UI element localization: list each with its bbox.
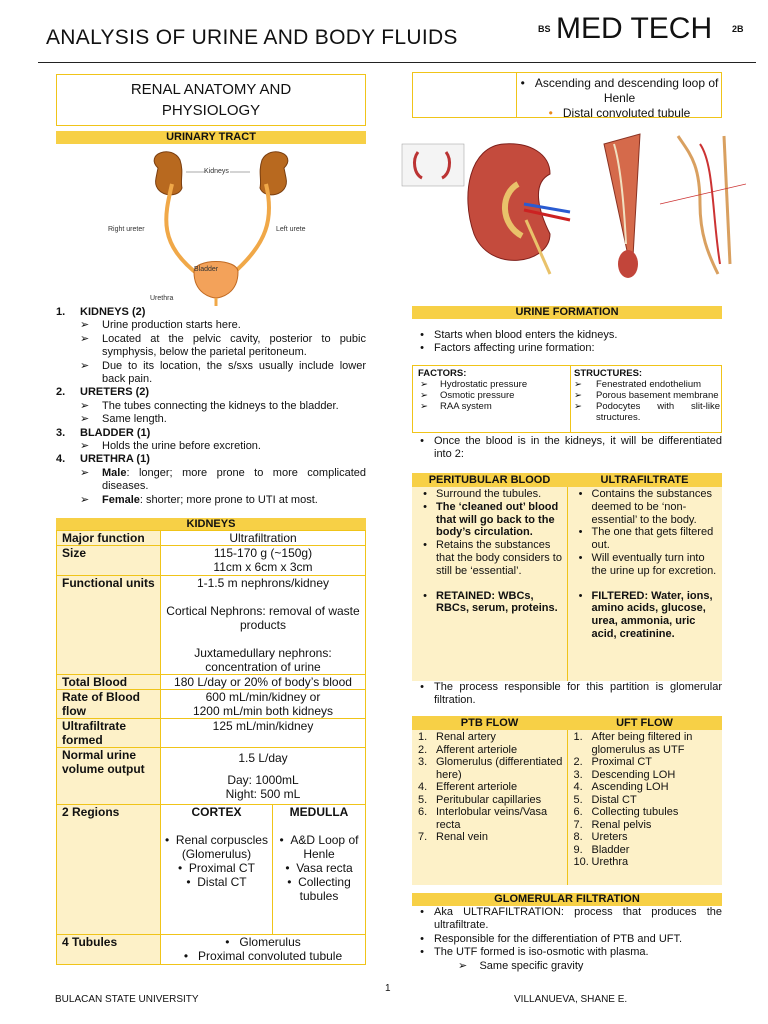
organ-number: 1.: [56, 306, 66, 318]
factors-structures-box: [412, 365, 722, 433]
list-item: • Contains the substances deemed to be ‘non-essential’ to the body.: [578, 488, 712, 526]
list-item: 4. Efferent arteriole: [418, 781, 518, 793]
list-item: • Renal corpuscles (Glomerulus): [165, 833, 268, 861]
organ-detail: ➢ Due to its location, the s/sxs usually include lower back pain.: [80, 359, 366, 386]
table-key: Size: [57, 546, 161, 576]
list-item: 10. Urethra: [573, 856, 629, 868]
list-item: • Surround the tubules.: [423, 488, 542, 500]
glomerular-filtration-bullets: [410, 906, 722, 973]
list-item: ➢ RAA system: [420, 401, 492, 412]
table-value: 1-1.5 m nephrons/kidney Cortical Nephrons: removal of waste products Juxtamedullary nephrons: concentration of urine: [161, 576, 366, 675]
list-item: ➢ Osmotic pressure: [420, 390, 515, 401]
list-item: • Factors affecting urine formation:: [420, 342, 595, 355]
organ-title: KIDNEYS (2): [80, 306, 146, 318]
kidneys-table: [56, 530, 366, 965]
uft-cell: [567, 487, 722, 681]
table-key: 2 Regions: [57, 805, 161, 935]
flow-table: [412, 716, 722, 885]
document-title: ANALYSIS OF URINE AND BODY FLUIDS: [46, 26, 458, 49]
organ-item: [56, 427, 366, 440]
list-item: • The ‘cleaned out’ blood that will go back to the body’s circulation.: [423, 500, 559, 539]
factors-column: [418, 368, 568, 412]
table-key: Ultrafiltrate formed: [57, 719, 161, 748]
list-item: 2. Afferent arteriole: [418, 743, 518, 756]
list-item: • Retains the substances that the body considers to still be ‘essential’.: [423, 539, 562, 577]
medulla-cell: [273, 805, 366, 935]
kidneys-label: Kidneys: [204, 168, 229, 175]
table-value: 1.5 L/day Day: 1000mL Night: 500 mL: [161, 748, 366, 805]
bladder-label: Bladder: [194, 266, 219, 273]
table-value: 125 mL/min/kidney: [161, 719, 366, 748]
program-prefix: BS: [538, 24, 551, 34]
header-divider: [38, 62, 756, 63]
section-title-box: [56, 74, 366, 126]
organ-detail: ➢ Located at the pelvic cavity, posterior to pubic symphysis, below the parietal peritoneum.: [80, 332, 366, 359]
page-number: 1: [385, 983, 391, 994]
table-value: 115-170 g (~150g) 11cm x 6cm x 3cm: [161, 546, 366, 576]
list-item: ➢ Fenestrated endothelium: [574, 379, 702, 390]
partition-note: [410, 681, 722, 708]
ptb-flow-cell: [412, 730, 567, 885]
factors-title: FACTORS:: [418, 368, 467, 379]
list-item: 1. Renal artery: [418, 731, 496, 743]
kidney-nephron-diagram: [400, 124, 746, 286]
list-item: 9. Bladder: [573, 843, 630, 856]
structures-column: [574, 368, 720, 423]
organ-detail: ➢ Holds the urine before excretion.: [80, 440, 261, 453]
list-item: 4. Ascending LOH: [573, 781, 669, 793]
organ-number: 2.: [56, 386, 66, 399]
list-item: ➢ Porous basement membrane: [574, 390, 719, 401]
list-item: 5. Distal CT: [573, 793, 637, 806]
kidneys-table-heading: KIDNEYS: [56, 518, 366, 531]
list-item: 6. Collecting tubules: [573, 806, 679, 818]
urethra-label: Urethra: [150, 295, 174, 302]
left-ureter-label: Left urete: [276, 226, 306, 233]
urine-formation-bullets: [410, 329, 722, 356]
organ-item: [56, 386, 366, 399]
list-item: • RETAINED: WBCs, RBCs, serum, proteins.: [423, 589, 558, 615]
organ-list: [56, 306, 366, 507]
structures-title: STRUCTURES:: [574, 368, 643, 379]
table-key: Normal urine volume output: [57, 748, 161, 805]
list-item: • Once the blood is in the kidneys, it will be differentiated into 2:: [420, 435, 722, 461]
list-item: • Responsible for the differentiation of PTB and UFT.: [420, 932, 683, 945]
organ-detail: ➢ Same length.: [80, 413, 167, 426]
urine-formation-heading: URINE FORMATION: [412, 306, 722, 319]
list-item: • Distal CT: [186, 875, 247, 889]
organ-item: [56, 306, 366, 319]
ptb-heading: PERITUBULAR BLOOD: [412, 473, 567, 487]
right-ureter-label: Right ureter: [108, 226, 145, 233]
organ-item: [56, 453, 366, 466]
table-key: Rate of Blood flow: [57, 690, 161, 719]
list-item: • Collecting tubules: [287, 875, 351, 903]
list-item: 3. Descending LOH: [573, 768, 676, 781]
organ-detail: ➢ Female: shorter; more prone to UTI at most.: [80, 493, 318, 506]
list-item: 1. After being filtered in glomerulus as UTF: [573, 731, 693, 756]
list-item: • Vasa recta: [285, 861, 353, 875]
list-item: ➢ Hydrostatic pressure: [420, 379, 528, 390]
list-item: • Aka ULTRAFILTRATION: process that produces the ultrafiltrate.: [420, 906, 722, 932]
list-item: • FILTERED: Water, ions, amino acids, glucose, urea, ammonia, uric acid, creatinine.: [578, 589, 713, 640]
table-value: • Glomerulus • Proximal convoluted tubule: [161, 935, 366, 965]
uft-flow-heading: UFT FLOW: [567, 716, 722, 730]
cortex-heading: CORTEX: [191, 805, 242, 819]
table-value: Ultrafiltration: [161, 531, 366, 546]
list-item: • Ascending and descending loop of Henle: [520, 76, 719, 105]
organ-title: BLADDER (1): [80, 426, 151, 439]
list-item: • The one that gets filtered out.: [578, 526, 714, 552]
table-key: Functional units: [57, 576, 161, 675]
list-item: • The process responsible for this partition is glomerular filtration.: [420, 681, 722, 707]
list-item: 7. Renal pelvis: [573, 818, 652, 831]
nephron-illustration: [400, 124, 746, 286]
list-item: 6. Interlobular veins/Vasa recta: [418, 806, 548, 831]
list-item: • Distal convoluted tubule: [548, 106, 691, 120]
table-value: 600 mL/min/kidney or 1200 mL/min both kidneys: [161, 690, 366, 719]
medulla-heading: MEDULLA: [289, 805, 349, 819]
list-item: • The UTF formed is iso-osmotic with plasma.: [420, 946, 649, 959]
organ-title: URETERS (2): [80, 386, 150, 399]
ptb-flow-heading: PTB FLOW: [412, 716, 567, 730]
section-title-line1: RENAL ANATOMY AND: [130, 81, 292, 98]
table-key: Total Blood: [57, 675, 161, 690]
section-title-line2: PHYSIOLOGY: [161, 102, 261, 119]
cortex-cell: [161, 805, 273, 935]
table-value: 180 L/day or 20% of body’s blood: [161, 675, 366, 690]
ptb-cell: [412, 487, 567, 681]
table-key: Major function: [57, 531, 161, 546]
uft-flow-cell: [567, 730, 722, 885]
list-item: • Will eventually turn into the urine up for excretion.: [578, 551, 717, 577]
list-item: 2. Proximal CT: [573, 756, 653, 768]
footer-university: BULACAN STATE UNIVERSITY: [55, 994, 199, 1005]
program-name: MED TECH: [556, 12, 713, 45]
footer-author: VILLANUEVA, SHANE E.: [514, 994, 628, 1005]
list-item: ➢ Podocytes with slit-like structures.: [574, 401, 720, 423]
organ-detail: ➢ Male: longer; more prone to more complicated diseases.: [80, 466, 366, 493]
section-label: 2B: [732, 24, 744, 34]
list-item: ➢ Same specific gravity: [458, 959, 584, 972]
differentiation-note: [410, 435, 722, 462]
list-item: 8. Ureters: [573, 831, 628, 843]
organ-number: 4.: [56, 453, 66, 466]
urinary-tract-figure: [108, 148, 322, 306]
list-item: • Proximal CT: [178, 861, 255, 875]
organ-number: 3.: [56, 426, 66, 439]
list-item: • Starts when blood enters the kidneys.: [420, 329, 618, 341]
list-item: 3. Glomerulus (differentiated here): [418, 756, 563, 781]
list-item: 7. Renal vein: [418, 831, 488, 843]
urinary-tract-heading: URINARY TRACT: [56, 131, 366, 144]
uft-heading: ULTRAFILTRATE: [567, 473, 722, 487]
table-key: 4 Tubules: [57, 935, 161, 965]
organ-title: URETHRA (1): [80, 453, 150, 466]
glomerular-filtration-heading: GLOMERULAR FILTRATION: [412, 893, 722, 906]
tubules-continued-box: [412, 72, 722, 118]
ptb-uft-table: [412, 473, 722, 681]
list-item: • A&D Loop of Henle: [279, 833, 359, 861]
organ-detail: ➢ Urine production starts here.: [80, 319, 241, 332]
organ-detail: ➢ The tubes connecting the kidneys to the bladder.: [80, 399, 339, 412]
list-item: 5. Peritubular capillaries: [418, 793, 542, 806]
